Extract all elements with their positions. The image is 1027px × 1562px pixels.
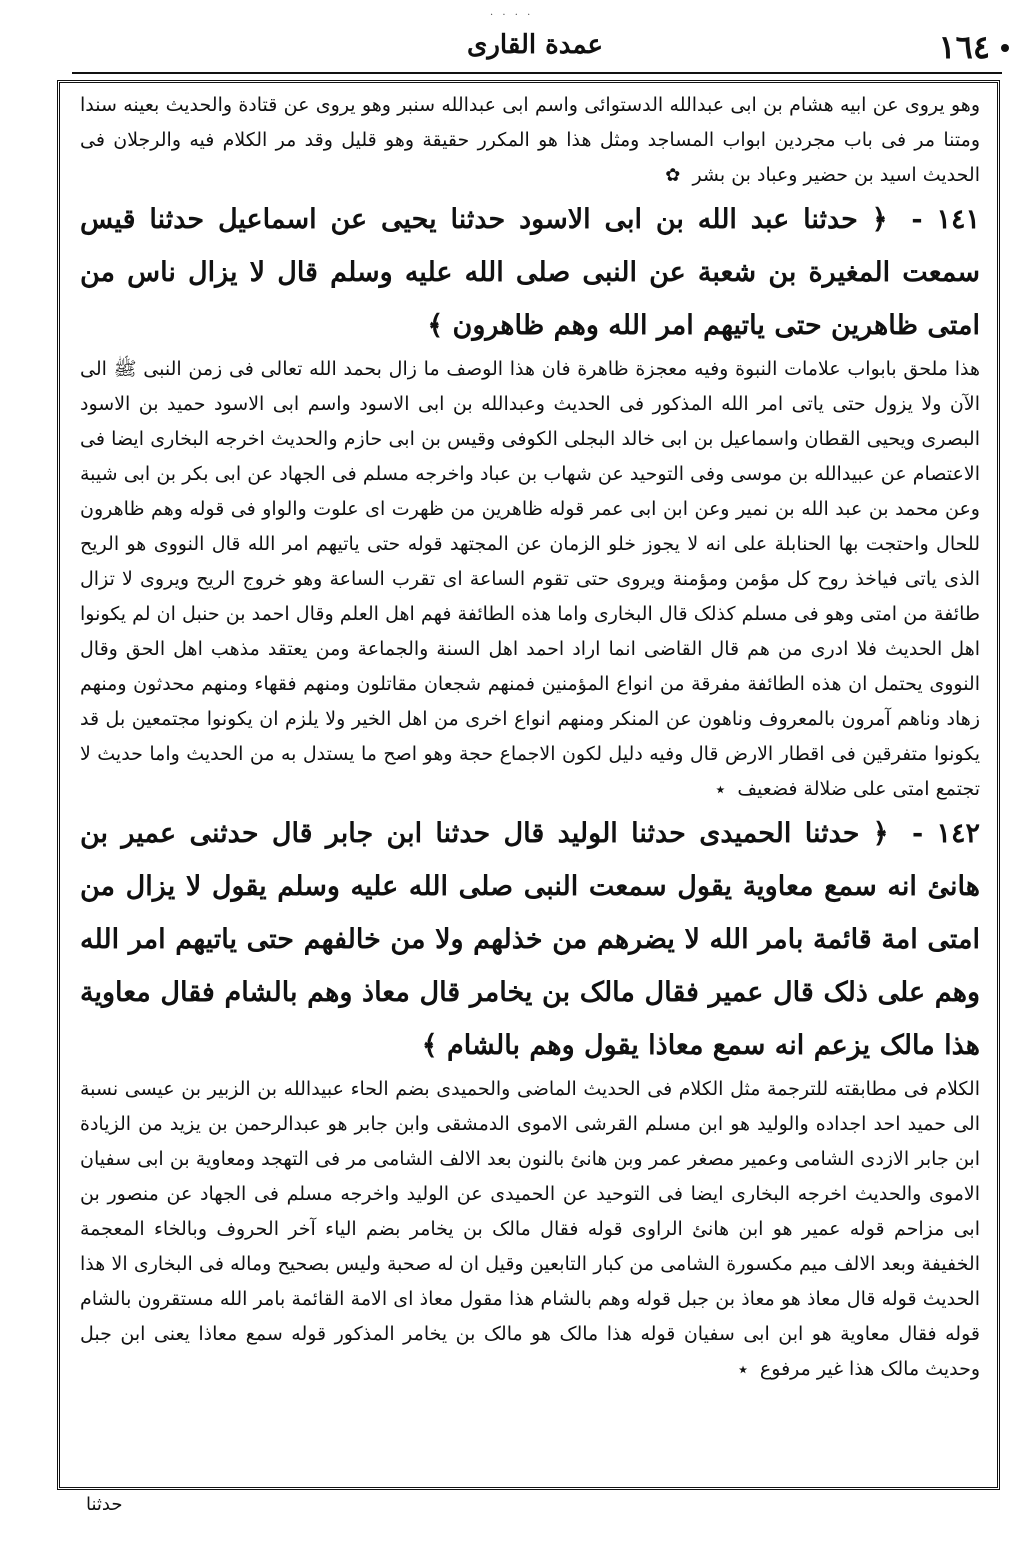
hadith-number: ١٤٢ - (911, 818, 980, 849)
page-header (60, 28, 1010, 68)
page-number: ١٦٤ (938, 28, 990, 66)
commentary-142 (80, 1072, 980, 1387)
catchword: حدثنا (86, 1494, 123, 1515)
intro-commentary-text: وهو یروی عن ابیه هشام بن ابی عبدالله الدستوائی واسم ابی عبدالله سنبر وهو یروی عن قتادة والحدیث بعینه سندا ومتنا مر فی باب مجردین ابواب المساجد ومثل هذا هو المکرر حقیقة وهو قلیل وقد مر الکلام فیه والرجلان فی الحدیث اسید بن حضیر وعباد بن بشر (80, 94, 980, 186)
commentary-text: هذا ملحق بابواب علامات النبوة وفیه معجزة ظاهرة فان هذا الوصف ما زال بحمد الله تعالی فی زمن النبی ﷺ الی الآن ولا یزول حتی یاتی امر الله المذکور فی الحدیث وعبدالله بن ابی الاسود واسم ابی الاسود حمید بن الاسود البصری ویحیی القطان واسماعیل بن ابی خالد البجلی الکوفی وقیس بن ابی حازم والحدیث اخرجه البخاری ایضا فی الاعتصام عن عبیدالله بن موسی وفی التوحید عن شهاب بن عباد واخرجه مسلم فی الجهاد عن ابی بکر بن ابی شیبة وعن محمد بن عبد الله بن نمیر وعن ابن ابی عمر قوله ظاهرین من ظهرت ای علوت والواو فی قوله وهم ظاهرون للحال واحتجت بها الحنابلة علی انه لا یجوز خلو الزمان عن المجتهد قوله حتی یاتیهم امر الله قال النووی هو الریح الذی یاتی فیاخذ روح کل مؤمن ومؤمنة ویروی حتی تقوم الساعة ای تقرب الساعة وهو خروج الریح ویروی لا تزال طائفة من امتی وهو فی مسلم کذلک قال البخاری واما هذه الطائفة فهم اهل العلم وقال احمد بن حنبل ان لم یکونوا اهل الحدیث فلا ادری من هم قال القاضی انما اراد احمد اهل السنة والجماعة ومن یعتقد مذهب اهل الحق وقال النووی یحتمل ان هذه الطائفة مفرقة من انواع المؤمنین فمنهم شجعان مقاتلون ومنهم فقهاء ومنهم محدثون ومنهم زهاد وناهم آمرون بالمعروف وناهون عن المنکر ومنهم انواع اخری من اهل الخیر ولا یلزم ان یکونوا مجتمعین بل قد یکونوا متفرقین فی اقطار الارض قال وفیه دلیل لکون الاجماع حجة وهو اصح ما یستدل به من الحدیث واما حدیث لا تجتمع امتی علی ضلالة فضعیف (80, 358, 980, 800)
running-title: عمدة القاری (467, 30, 603, 60)
hadith-text: ﴿ حدثنا عبد الله بن ابی الاسود حدثنا یحیی عن اسماعیل حدثنا قیس سمعت المغیرة بن شعبة عن النبی صلی الله علیه وسلم قال لا یزال ناس من امتی ظاهرین حتی یاتیهم امر الله وهم ظاهرون ﴾ (80, 204, 980, 341)
hadith-141 (80, 193, 980, 352)
end-mark-icon: ✿ (665, 165, 681, 186)
commentary-text: الکلام فی مطابقته للترجمة مثل الکلام فی الحدیث الماضی والحمیدی بضم الحاء عبیدالله بن الزبیر بن عیسی نسبة الی حمید احد اجداده والولید هو ابن مسلم القرشی الاموی الدمشقی وابن جابر هو عبدالرحمن بن یزید من الزیادة ابن جابر الازدی الشامی وعمیر مصغر عمر وبن هانئ بالنون بعد الالف الشامی مر فی التهجد ومعاویة بن ابی سفیان الاموی والحدیث اخرجه البخاری ایضا فی التوحید عن الحمیدی عن الولید واخرجه مسلم فی الجهاد عن منصور بن ابی مزاحم قوله عمیر هو ابن هانئ الراوی قوله فقال مالک بن یخامر بضم الیاء آخر الحروف وبالخاء المعجمة الخفیفة وبعد الالف میم مکسورة الشامی من کبار التابعین وقیل ان له صحبة ولیس بصحیح وماله فی البخاری الا هذا الحدیث قوله قال معاذ هو معاذ بن جبل قوله وهم بالشام هذا مقول معاذ ای الامة القائمة بامر الله مستقرون بالشام قوله فقال معاویة هو ابن ابی سفیان قوله هذا مالک هو مالک بن یخامر المذکور قوله سمع معاذا یعنی ابن جبل وحدیث مالک هذا غیر مرفوع (80, 1078, 980, 1380)
page-content (80, 88, 980, 1480)
hadith-text: ﴿ حدثنا الحمیدی حدثنا الولید قال حدثنا ابن جابر قال حدثنی عمیر بن هانئ انه سمع معاویة یقول سمعت النبی صلی الله علیه وسلم یقول لا یزال من امتی امة قائمة بامر الله لا یضرهم من خذلهم ولا من خالفهم حتی یاتیهم امر الله وهم علی ذلک قال عمیر فقال مالک بن یخامر قال معاذ وهم بالشام فقال معاویة هذا مالک یزعم انه سمع معاذا یقول وهم بالشام ﴾ (80, 818, 980, 1061)
intro-commentary (80, 88, 980, 193)
hadith-142 (80, 807, 980, 1072)
hadith-number: ١٤١ - (911, 204, 980, 235)
section-star-icon: ٭ (738, 1359, 748, 1380)
header-rule (72, 72, 1002, 74)
section-star-icon: ٭ (715, 779, 726, 800)
top-specks: · · · · (490, 10, 534, 21)
corner-dot (1001, 44, 1009, 52)
commentary-141 (80, 352, 980, 807)
